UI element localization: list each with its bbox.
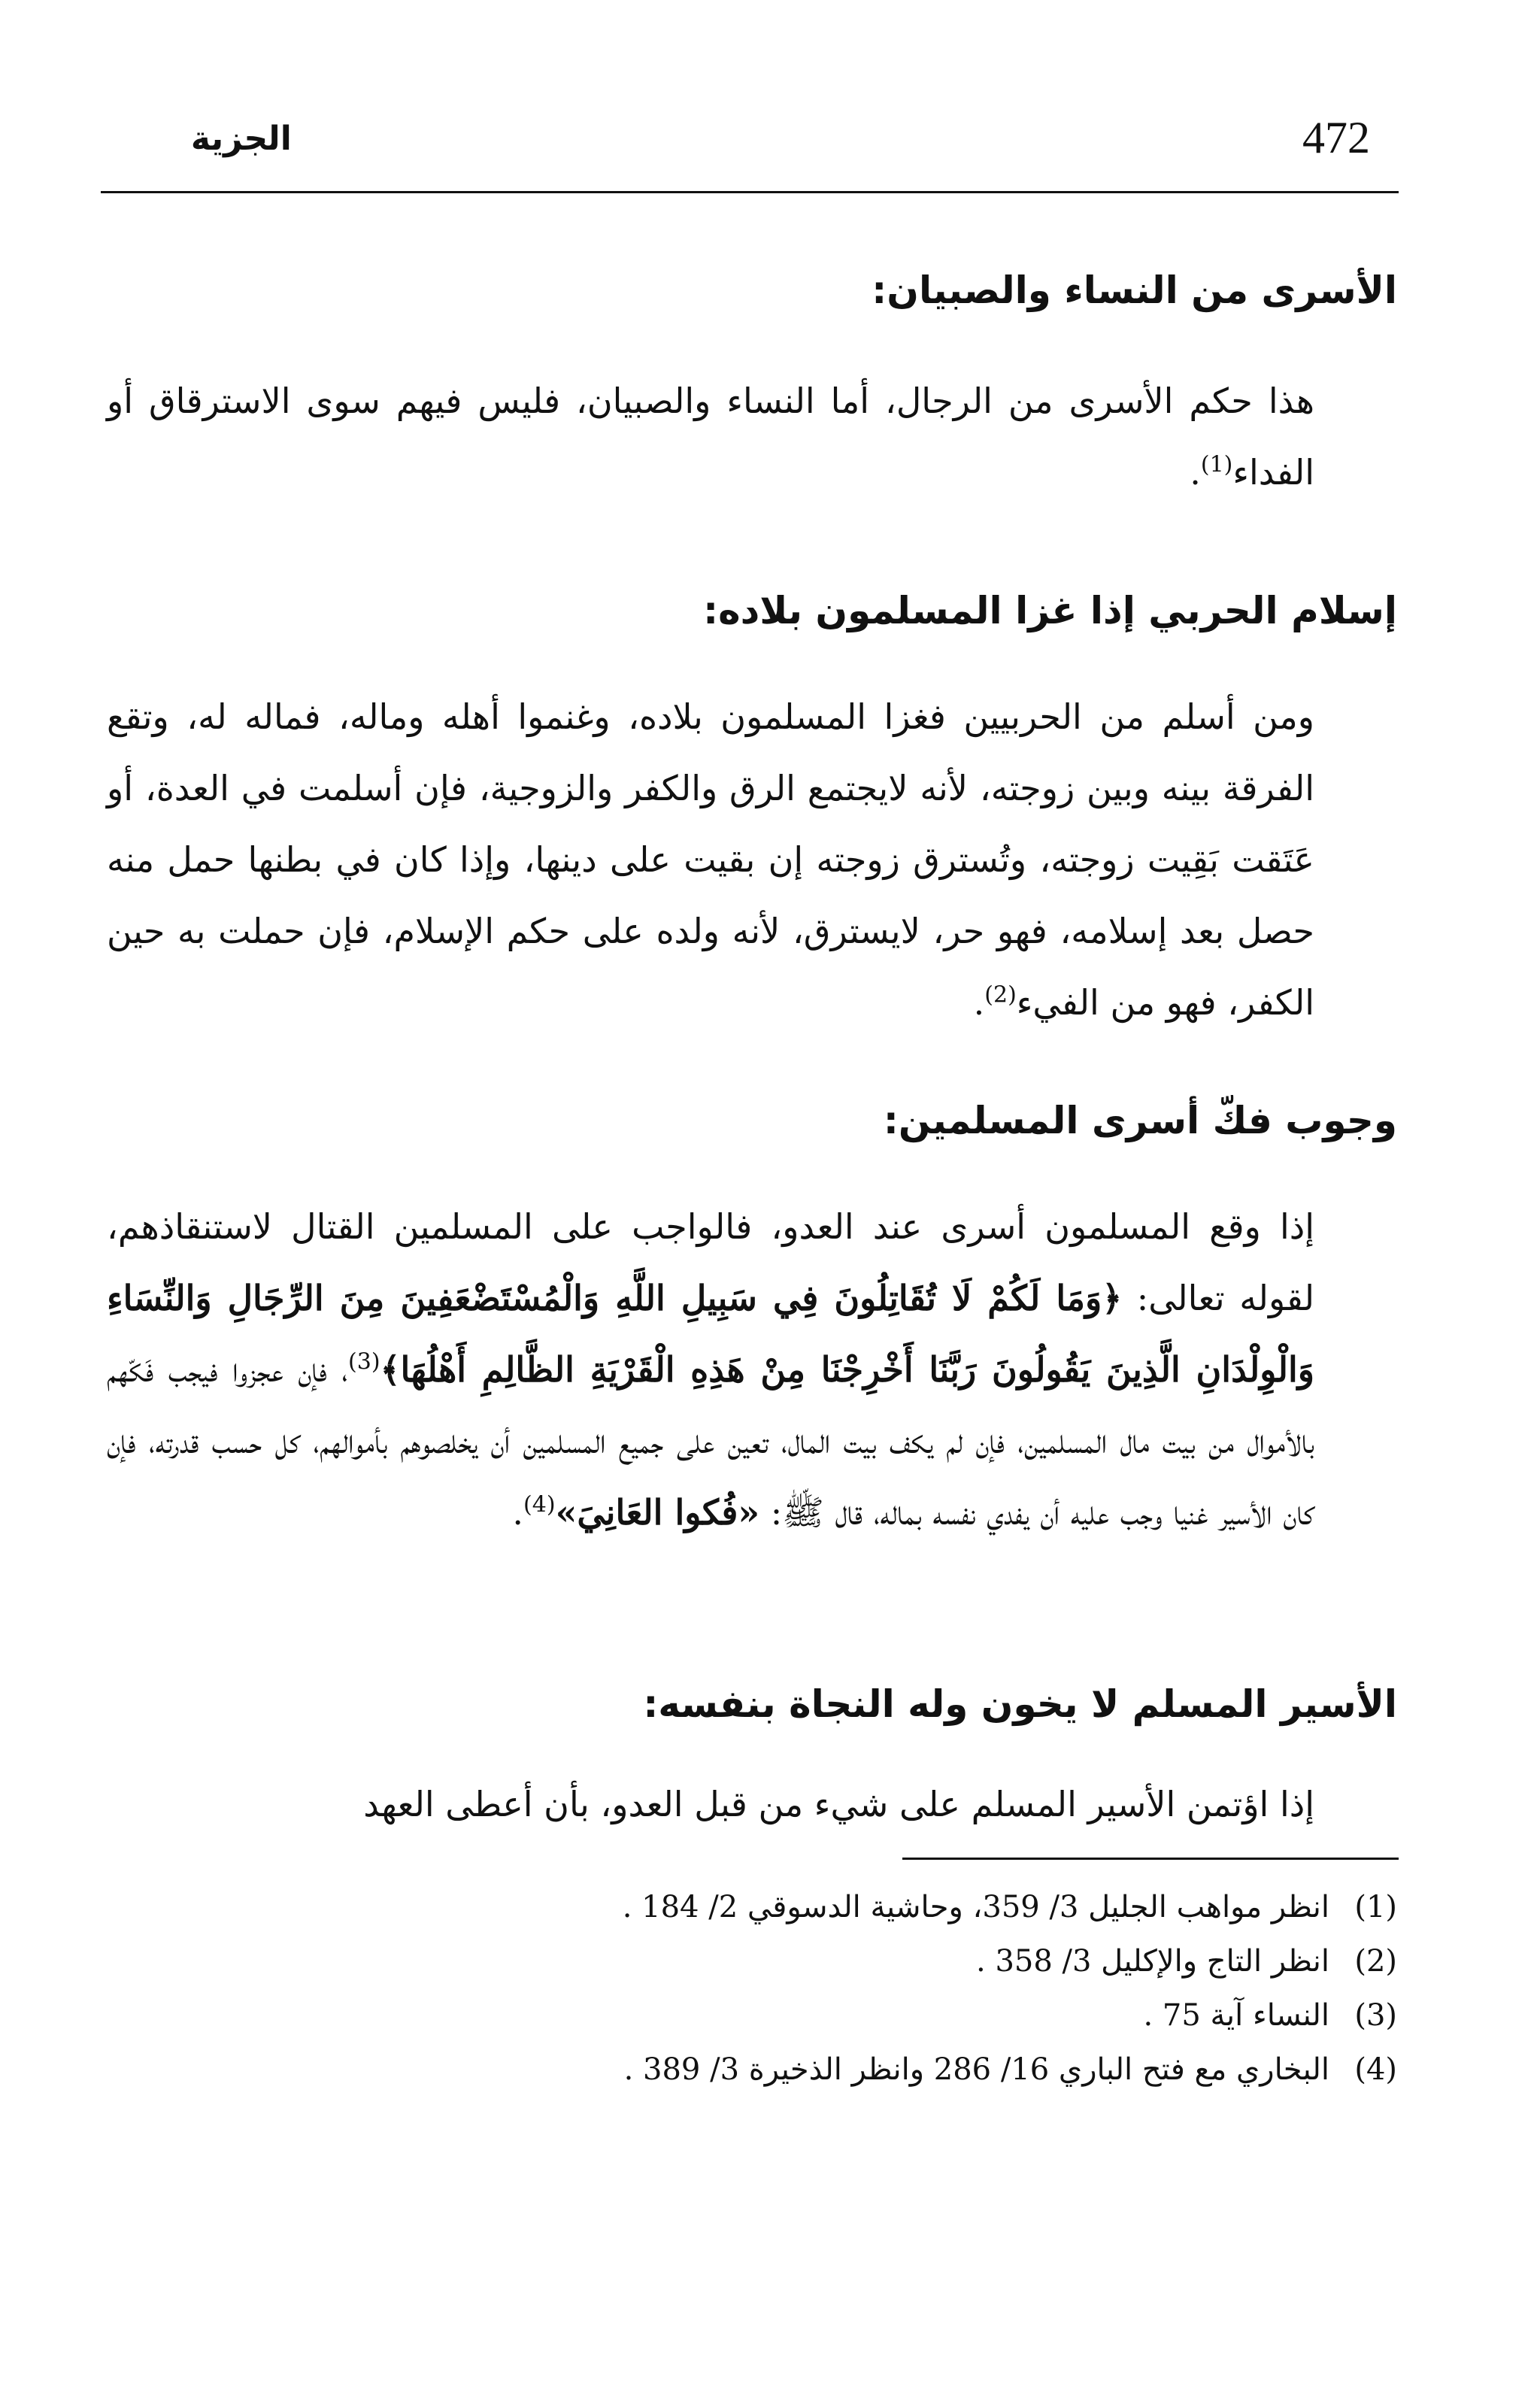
footnote-number: (1): [1354, 1890, 1397, 1924]
footnotes: [232, 1880, 1397, 2097]
paragraph-text: ، فإن عجزوا فيجب فَكّهم بالأموال من بيت مال المسلمين، فإن لم يكف بيت المال، تعين على جميع المسلمين أن يخلصوهم بأموالهم، كل حسب قدرته، فإن كان الأسير غنيا وجب عليه أن يفدي نفسه بماله، قال ﷺ:: [107, 1349, 1314, 1533]
footnote-reference: (4): [523, 1491, 556, 1518]
footnote-3: [232, 1988, 1397, 2043]
running-title: الجزية: [190, 120, 292, 158]
paragraph-text: إذا وقع المسلمون أسرى عند العدو، فالواجب على المسلمين القتال لاستنقاذهم، لقوله تعالى:: [107, 1206, 1314, 1318]
footnote-4: [232, 2043, 1397, 2097]
footnote-text: انظر التاج والإكليل 3/ 358 .: [976, 1944, 1329, 1979]
section-paragraph-ransoming-muslim-captives: [107, 1191, 1397, 1548]
paragraph-text: .: [512, 1492, 524, 1533]
footnote-reference: (2): [984, 981, 1017, 1008]
footnote-number: (3): [1354, 1998, 1397, 2033]
footnote-number: (4): [1354, 2052, 1397, 2087]
page-number: 472: [1302, 113, 1370, 162]
section-heading-ransoming-muslim-captives: وجوب فكّ أسرى المسلمين:: [883, 1099, 1397, 1142]
footnote-reference: (1): [1200, 451, 1233, 478]
paragraph-text: .: [973, 982, 985, 1023]
section-paragraph-captives-women-children: [107, 365, 1397, 508]
footnote-divider: [902, 1858, 1399, 1860]
footnote-text: انظر مواهب الجليل 3/ 359، وحاشية الدسوقي 2/ 184 .: [622, 1890, 1329, 1924]
section-heading-captives-women-children: الأسرى من النساء والصبيان:: [872, 268, 1397, 312]
footnote-text: البخاري مع فتح الباري 16/ 286 وانظر الذخيرة 3/ 389 .: [623, 2052, 1329, 2087]
section-heading-harbi-conversion: إسلام الحربي إذا غزا المسلمون بلاده:: [703, 589, 1397, 632]
footnote-1: [232, 1880, 1397, 1934]
footnote-reference: (3): [348, 1348, 380, 1375]
section-paragraph-harbi-conversion: [107, 681, 1397, 1039]
paragraph-text: .: [1190, 452, 1201, 493]
section-heading-captive-no-betrayal: الأسير المسلم لا يخون وله النجاة بنفسه:: [643, 1682, 1397, 1726]
section-paragraph-captive-no-betrayal: [107, 1769, 1397, 1840]
hadith-quote: «فُكوا العَانِيَ»: [555, 1492, 760, 1533]
footnote-2: [232, 1934, 1397, 1988]
paragraph-text: إذا اؤتمن الأسير المسلم على شيء من قبل العدو، بأن أعطى العهد: [363, 1784, 1314, 1824]
quran-verse: ﴿وَمَا لَكُمْ لَا تُقَاتِلُونَ فِي سَبِيلِ اللَّهِ وَالْمُسْتَضْعَفِينَ مِنَ الرِّجَالِ وَالنِّسَاءِ وَالْوِلْدَانِ الَّذِينَ يَقُولُونَ رَبَّنَا أَخْرِجْنَا مِنْ هَذِهِ الْقَرْيَةِ الظَّالِمِ أَهْلُهَا﴾: [107, 1278, 1315, 1390]
footnote-text: النساء آية 75 .: [1143, 1998, 1329, 2033]
paragraph-text: هذا حكم الأسرى من الرجال، أما النساء والصبيان، فليس فيهم سوى الاسترقاق أو الفداء: [107, 381, 1314, 493]
header-divider: [101, 191, 1399, 193]
footnote-number: (2): [1354, 1944, 1397, 1979]
paragraph-text: ومن أسلم من الحربيين فغزا المسلمون بلاده، وغنموا أهله وماله، فماله له، وتقع الفرقة بينه وبين زوجته، لأنه لايجتمع الرق والكفر والزوجية، فإن أسلمت في العدة، أو عَتَقت بَقِيت زوجته، وتُسترق زوجته إن بقيت على دينها، وإذا كان في بطنها حمل منه حصل بعد إسلامه، فهو حر، لايسترق، لأنه ولده على حكم الإسلام، فإن حملت به حين الكفر، فهو من الفيء: [107, 696, 1314, 1023]
